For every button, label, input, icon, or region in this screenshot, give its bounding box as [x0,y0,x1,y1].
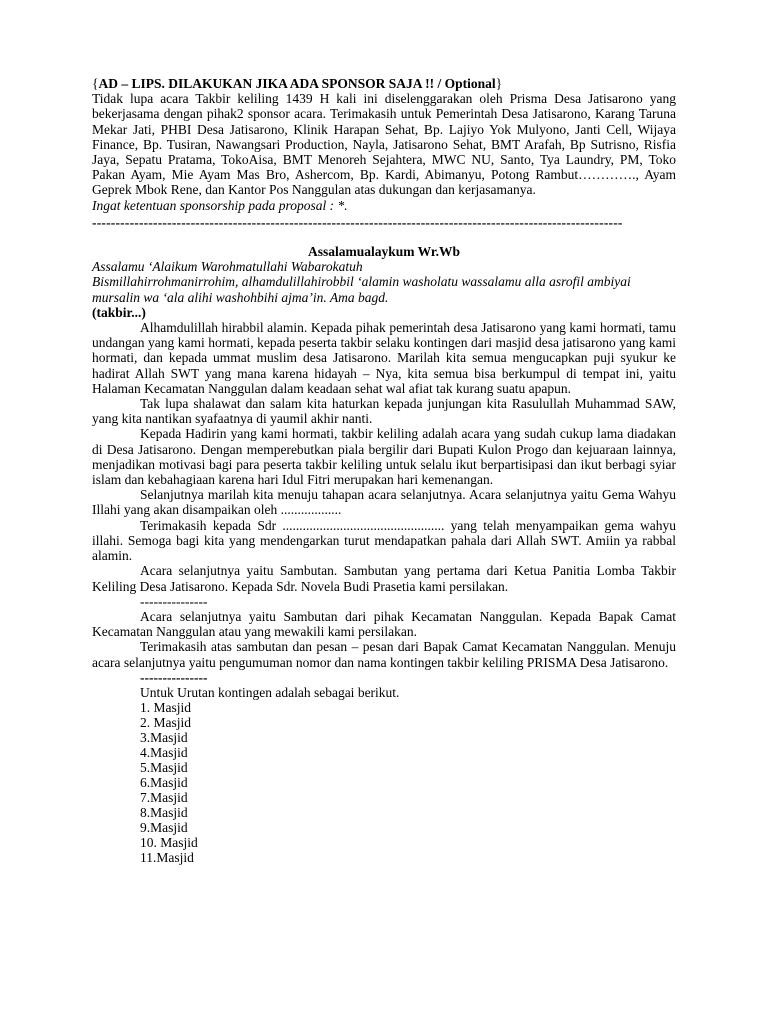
sponsor-body: Tidak lupa acara Takbir keliling 1439 H kali ini diselenggarakan oleh Prisma Desa Jatisarono yang bekerjasama dengan pihak2 sponsor acara. Terimakasih untuk Pemerintah Desa Jatisarono, Karang Taruna Mekar Jati, PHBI Desa Jatisarono, Klinik Harapan Sehat, Bp. Lajiyo Yok Mulyono, Janti Cell, Wijaya Finance, Bp. Tusiran, Nawangsari Production, Nayla, Jatisarono Sehat, BMT Arafah, Bp Sutrisno, Risfia Jaya, Sepatu Pratama, TokoAisa, BMT Menoreh Sejahtera, MWC NU, Santo, Tya Laundry, PM, Toko Pakan Ayam, Mie Ayam Mas Bro, Ashercom, Bp. Kardi, Abimanyu, Potong Rambut…………., Ayam Geprek Mbok Rene, dan Kantor Pos Nanggulan atas dukungan dan kerjasamanya. [92,91,676,198]
dash-divider-2: --------------- [140,669,208,685]
list-item: 4.Masjid [140,745,188,761]
paragraph-sambutan-camat: Acara selanjutnya yaitu Sambutan dari pihak Kecamatan Nanggulan. Kepada Bapak Camat Kecamatan Nanggulan atau yang mewakili kami persilakan. [92,608,676,640]
paragraph-thanks-camat: Terimakasih atas sambutan dan pesan – pesan dari Bapak Camat Kecamatan Nanggulan. Menuju acara selanjutnya yaitu pengumuman nomor dan nama kontingen takbir keliling PRISMA Desa Jatisarono. [92,639,676,670]
list-item: 3.Masjid [140,730,188,746]
list-item: 6.Masjid [140,775,188,791]
greeting-line-2: Bismillahirrohmanirrohim, alhamdulillahirobbil ‘alamin washolatu wassalamu alla asrofil ambiyai mursalin wa ‘ala alihi washohbihi ajma’in. Ama bagd. [92,274,631,305]
paragraph-sambutan-ketua: Acara selanjutnya yaitu Sambutan. Sambutan yang pertama dari Ketua Panitia Lomba Takbir Keliling Desa Jatisarono. Kepada Sdr. Novela Budi Prasetia kami persilakan. [92,563,676,594]
list-item: 11.Masjid [140,850,194,866]
list-item: 5.Masjid [140,760,188,776]
paragraph-shalawat: Tak lupa shalawat dan salam kita haturkan kepada junjungan kita Rasulullah Muhammad SAW, yang kita nantikan syafaatnya di yaumil akhir nanti. [92,396,676,427]
spacer [92,230,676,244]
list-item: 1. Masjid [140,700,192,716]
takbir-cue: (takbir...) [92,304,146,320]
greeting-line-1: Assalamu ‘Alaikum Warohmatullahi Wabarokatuh [92,259,363,275]
brace-open: { [92,76,99,91]
brace-close: } [495,76,503,91]
paragraph-gema-wahyu: Selanjutnya marilah kita menuju tahapan acara selanjutnya. Acara selanjutnya yaitu Gema Wahyu Illahi yang akan disampaikan oleh .................. [92,487,676,518]
kontingen-list [92,700,676,865]
list-item: 2. Masjid [140,715,192,731]
list-item: 7.Masjid [140,790,188,806]
greeting-title: Assalamualaykum Wr.Wb [307,244,461,260]
paragraph-opening: Alhamdulillah hirabbil alamin. Kepada pihak pemerintah desa Jatisarono yang kami hormati, tamu undangan yang kami hormati, kepada peserta takbir selaku kontingen dari masjid desa jatisarono yang kami hormati, dan kepada ummat muslim desa Jatisarono. Marilah kita semua mengucapkan puji syukur ke hadirat Allah SWT yang mana karena hidayah – Nya, kita semua bisa berkumpul di tempat ini, yaitu Halaman Kecamatan Nanggulan dalam keadaan sehat wal afiat tak kurang suatu apapun. [92,320,676,396]
list-item: 8.Masjid [140,805,188,821]
list-item: 10. Masjid [140,835,198,851]
sponsor-note: Ingat ketentuan sponsorship pada proposal : *. [92,197,348,213]
sponsor-heading-text: AD – LIPS. DILAKUKAN JIKA ADA SPONSOR SAJA !! / Optional [98,76,496,91]
paragraph-takbir-history: Kepada Hadirin yang kami hormati, takbir keliling adalah acara yang sudah cukup lama diadakan di Desa Jatisarono. Dengan memperebutkan piala bergilir dari Bupati Kulon Progo dan kejuaraan lainnya, menjadikan motivasi bagi para peserta takbir keliling untuk selalu ikut berpartisipasi dan ikut berbagi syiar islam dan kebahagiaan karena hari Idul Fitri merupakan hari kemenangan. [92,426,676,488]
dash-divider-1: --------------- [140,593,208,609]
paragraph-thanks-gema: Terimakasih kepada Sdr ................................................ yang telah menyampaikan gema wahyu illahi. Semoga bagi kita yang mendengarkan turut mendapatkan pahala dari Allah SWT. Amiin ya rabbal alamin. [92,517,676,564]
separator-line: ----------------------------------------------------------------------------------------------------------------- [92,214,623,230]
document-content [92,76,676,865]
sponsor-heading [92,76,676,91]
list-item: 9.Masjid [140,820,188,836]
list-intro: Untuk Urutan kontingen adalah sebagai berikut. [140,684,400,700]
